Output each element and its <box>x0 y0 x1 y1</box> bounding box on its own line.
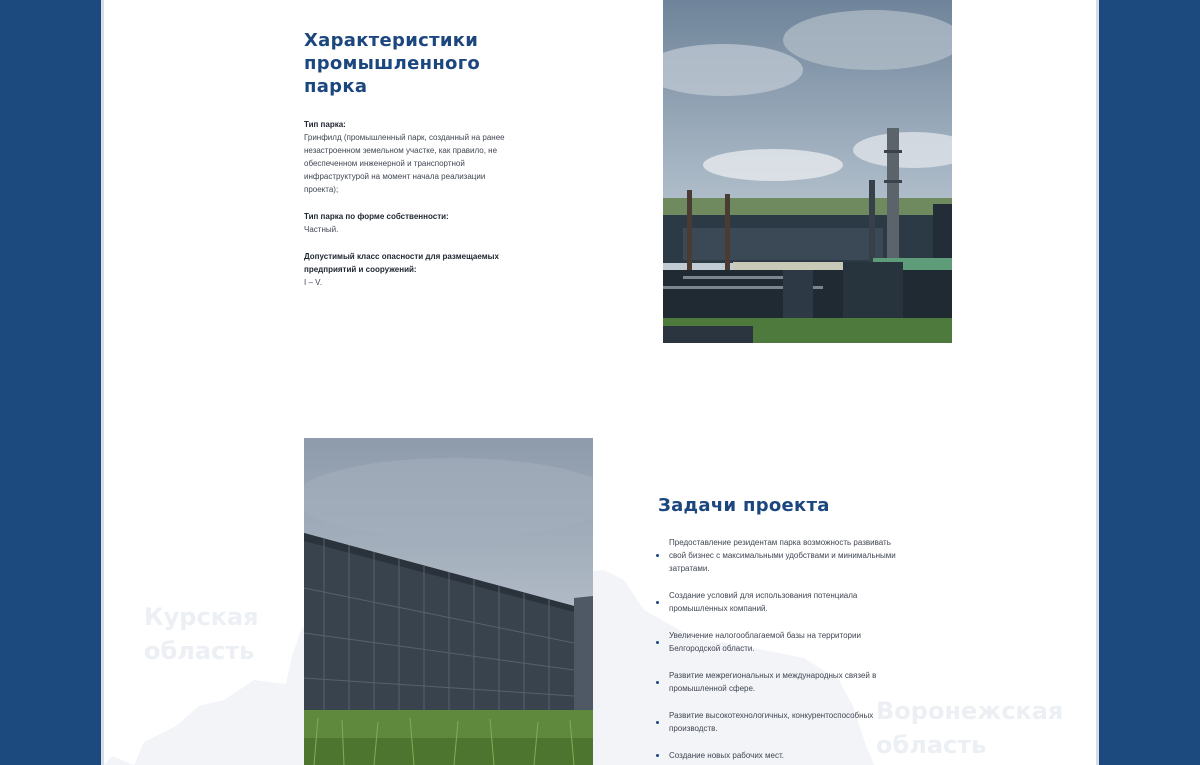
task-item <box>654 536 904 575</box>
spec-item-hazard-class <box>304 250 519 289</box>
bullet-icon <box>656 554 659 557</box>
task-item <box>654 589 904 615</box>
bullet-icon <box>656 681 659 684</box>
bullet-icon <box>656 721 659 724</box>
factory-building-photo <box>304 438 593 765</box>
frame-right-edge <box>1096 0 1099 765</box>
bullet-icon <box>656 641 659 644</box>
characteristics-title: Характеристики промышленного парка <box>304 30 481 97</box>
industrial-park-photo <box>663 0 952 343</box>
spec-label: Допустимый класс опасности для размещаемых предприятий и сооружений: <box>304 252 499 274</box>
spec-value: Частный. <box>304 225 339 234</box>
map-label-kursk: Курская область <box>144 603 259 665</box>
bullet-icon <box>656 754 659 757</box>
task-text: Создание условий для использования потенциала промышленных компаний. <box>669 591 858 613</box>
task-item <box>654 749 904 762</box>
bullet-icon <box>656 601 659 604</box>
spec-value: Гринфилд (промышленный парк, созданный на ранее незастроенном земельном участке, как правило, не обеспеченном инженерной и транспортной инфраструктурой на момент начала реализации проекта); <box>304 133 505 194</box>
spec-label: Тип парка по форме собственности: <box>304 212 449 221</box>
task-text: Создание новых рабочих мест. <box>669 751 784 760</box>
tasks-list <box>654 536 904 765</box>
spec-item-park-type <box>304 118 519 196</box>
map-label-voronezh: Воронежская область <box>876 697 1064 759</box>
task-text: Развитие высокотехнологичных, конкурентоспособных производств. <box>669 711 874 733</box>
task-item <box>654 709 904 735</box>
task-text: Увеличение налогооблагаемой базы на территории Белгородской области. <box>669 631 861 653</box>
task-item <box>654 629 904 655</box>
page-content[interactable] <box>104 0 1096 765</box>
task-text: Предоставление резидентам парка возможность развивать свой бизнес с максимальными удобствами и минимальными затратами. <box>669 538 896 573</box>
spec-value: I – V. <box>304 278 322 287</box>
spec-item-ownership <box>304 210 519 236</box>
characteristics-list <box>304 118 519 303</box>
task-text: Развитие межрегиональных и международных связей в промышленной сфере. <box>669 671 877 693</box>
spec-label: Тип парка: <box>304 120 346 129</box>
task-item <box>654 669 904 695</box>
tasks-title: Задачи проекта <box>658 495 830 516</box>
